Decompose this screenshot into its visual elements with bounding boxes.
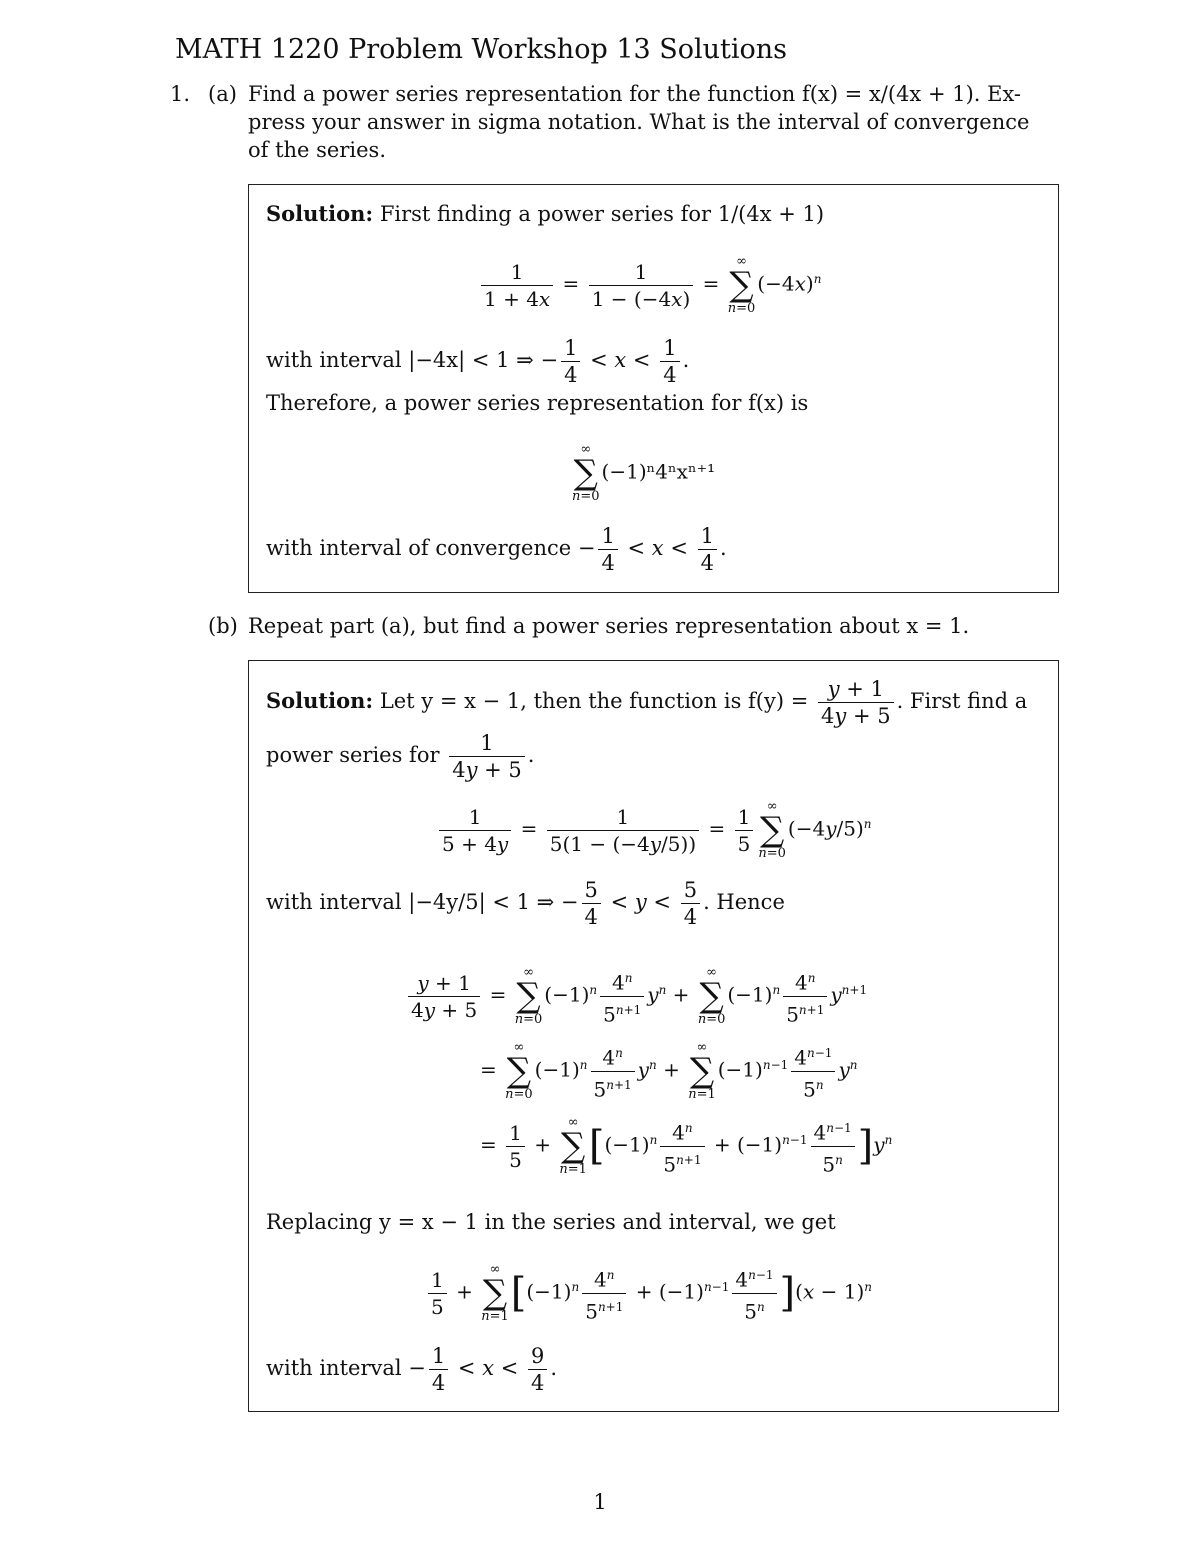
solution-b-line2: power series for $\frac{1}{4y + 5}$ . xyxy=(266,731,535,782)
part-a-line-1: Find a power series representation for the function f(x) = x/(4x + 1). Ex- xyxy=(248,82,1022,106)
equation-b-geometric: $\frac{1}{5 + 4y}$ = $\frac{1}{5(1 - (-4y/5))}$ = $\frac{1}{5}$ ∞ ∑ n=0 $(-4y/5)^n$ xyxy=(436,800,872,860)
solution-a-interval-text: with interval |−4x| < 1 ⇒ xyxy=(266,348,534,372)
page-number: 1 xyxy=(593,1490,607,1514)
solution-b-intro: Solution: Let y = x − 1, then the function is f(y) = $\frac{y + 1}{4y + 5}$ . First find a xyxy=(266,677,1028,728)
equation-b-line-1: $\frac{y + 1}{4y + 5}$ = ∞ ∑ n=0 $(-1)^n$ $\frac{4^n}{5^{n+1}}$ $y^n$ + ∞ ∑ n=0 $(-1)^n$ $\frac{4^n}{5^{n+1}}$ $y^{n+1}$ xyxy=(405,965,867,1027)
equation-b-line-2: = ∞ ∑ n=0 $(-1)^n$ $\frac{4^n}{5^{n+1}}$ $y^n$ + ∞ ∑ n=1 $(-1)^{n-1}$ $\frac{4^{n-1}}{5^n}$ $y^n$ xyxy=(480,1040,858,1103)
solution-b-hence: . Hence xyxy=(703,890,785,914)
problem-number: 1. xyxy=(170,82,191,106)
part-b-label: (b) xyxy=(208,614,238,638)
solution-b-final-interval-text: with interval xyxy=(266,1356,402,1380)
part-a-line-2: press your answer in sigma notation. What is the interval of convergence xyxy=(248,110,1030,134)
solution-b-heading: Solution: xyxy=(266,688,374,713)
solution-b-intro-end: . First find a xyxy=(896,689,1028,713)
solution-a-heading: Solution: xyxy=(266,201,374,226)
equation-b-final: $\frac{1}{5}$ + ∞ ∑ n=1 [$(-1)^n$ $\frac{4^n}{5^{n+1}}$ + $(-1)^{n-1}$ $\frac{4^{n-1}}{5^n}$ ]$(x - 1)^n$ xyxy=(425,1262,872,1324)
solution-a-interval: with interval |−4x| < 1 ⇒ − $\frac{1}{4}$ < x < $\frac{1}{4}$ . xyxy=(266,336,690,387)
part-a-line-3: of the series. xyxy=(248,138,386,162)
solution-a-convergence: with interval of convergence − $\frac{1}{4}$ < x < $\frac{1}{4}$ . xyxy=(266,524,727,575)
solution-b-final-interval: with interval − $\frac{1}{4}$ < x < $\frac{9}{4}$ . xyxy=(266,1344,558,1395)
equation-a-series: ∞ ∑ n=0 (−1)ⁿ4ⁿxⁿ⁺¹ xyxy=(572,442,716,504)
part-a-label: (a) xyxy=(208,82,237,106)
solution-a-therefore: Therefore, a power series representation for f(x) is xyxy=(266,391,809,415)
equation-a-geometric: $\frac{1}{1 + 4x}$ = $\frac{1}{1 - (-4x)}$ = ∞ ∑ n=0 $(-4x)^n$ xyxy=(478,255,821,315)
solution-b-interval: with interval |−4y/5| < 1 ⇒ − $\frac{5}{4}$ < y < $\frac{5}{4}$ . Hence xyxy=(266,878,785,929)
solution-a-intro-text: First finding a power series for 1/(4x + 1) xyxy=(379,202,825,226)
part-b-text: Repeat part (a), but find a power series representation about x = 1. xyxy=(248,614,970,638)
equation-b-line-3: = $\frac{1}{5}$ + ∞ ∑ n=1 [$(-1)^n$ $\frac{4^n}{5^{n+1}}$ + $(-1)^{n-1}$ $\frac{4^{n-1}}{5^n}$ ]$y^n$ xyxy=(480,1115,893,1178)
solution-b-interval-text: with interval |−4y/5| < 1 ⇒ xyxy=(266,890,555,914)
solution-b-intro-text: Let y = x − 1, then the function is f(y) = xyxy=(379,689,809,713)
solution-a-intro xyxy=(266,200,824,228)
page-title: MATH 1220 Problem Workshop 13 Solutions xyxy=(175,34,788,65)
solution-a-conv-text: with interval of convergence xyxy=(266,536,572,560)
series-a-term: (−1)ⁿ4ⁿxⁿ⁺¹ xyxy=(601,459,716,484)
solution-b-line2-text: power series for xyxy=(266,743,440,767)
solution-b-replacing: Replacing y = x − 1 in the series and interval, we get xyxy=(266,1210,836,1234)
